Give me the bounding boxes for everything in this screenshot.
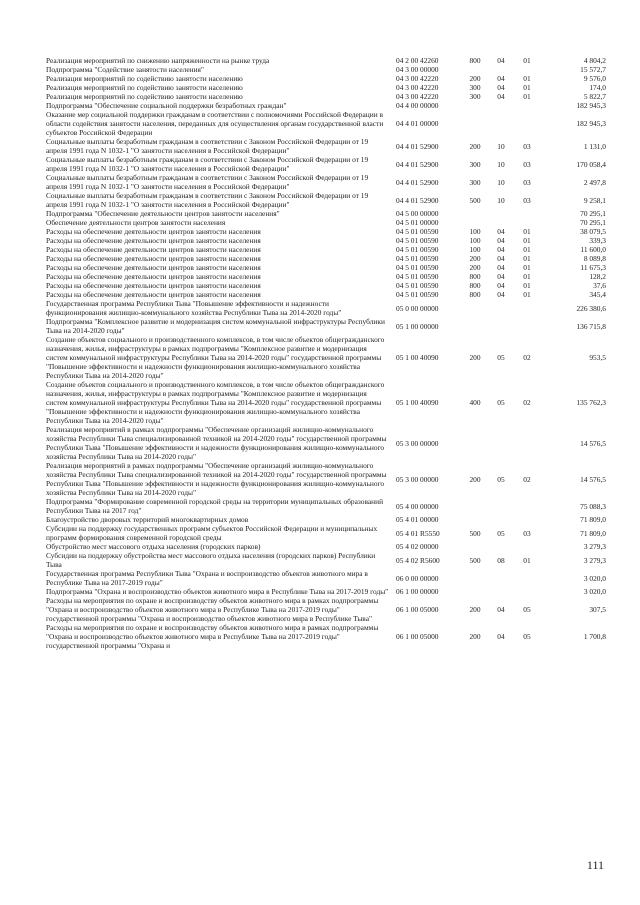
row-expense-type: 200 [469, 632, 481, 641]
row-subsection: 03 [523, 528, 531, 538]
row-section: 04 [497, 56, 505, 65]
row-subsection: 01 [523, 254, 531, 263]
row-section: 04 [497, 245, 505, 254]
row-expense-type: 200 [469, 254, 481, 263]
row-subsection: 03 [523, 177, 531, 187]
row-expense-type: 200 [469, 74, 481, 83]
row-section: 04 [497, 632, 505, 641]
row-expense-type: 500 [469, 555, 481, 565]
table-row [46, 623, 606, 650]
row-section: 04 [497, 263, 505, 272]
row-subsection: 03 [523, 159, 531, 169]
table-row [46, 551, 606, 569]
row-target-code: 04 5 01 00590 [396, 263, 439, 272]
row-amount: 14 576,5 [580, 474, 606, 484]
row-target-code: 04 4 01 52900 [396, 177, 439, 187]
row-subsection: 03 [523, 141, 531, 151]
row-section: 05 [497, 398, 505, 407]
row-target-code: 04 2 00 42260 [396, 56, 439, 65]
row-target-code: 05 4 02 00000 [396, 542, 439, 551]
row-target-code: 04 3 00 42220 [396, 92, 439, 101]
budget-table [46, 56, 606, 650]
row-expense-type: 300 [469, 92, 481, 101]
row-description: Расходы на обеспечение деятельности центров занятости населения [46, 227, 261, 236]
table-row [46, 515, 606, 524]
row-amount: 70 295,1 [580, 218, 606, 227]
row-subsection: 01 [523, 74, 531, 83]
row-expense-type: 100 [469, 236, 481, 245]
row-description: Реализация мероприятий по содействию занятости населению [46, 74, 243, 83]
row-section: 05 [497, 353, 505, 362]
table-row [46, 101, 606, 110]
row-amount: 953,5 [589, 353, 606, 362]
table-row [46, 173, 606, 191]
row-target-code: 04 4 01 52900 [396, 195, 439, 205]
table-row [46, 290, 606, 299]
row-description: Социальные выплаты безработным гражданам в соответствии с Законом Российской Федерации от 19 апреля 1991 года N 1032-1 "О занятости населения в Российской Федерации" [46, 191, 369, 209]
row-target-code: 04 4 01 52900 [396, 159, 439, 169]
row-amount: 11 675,3 [580, 263, 606, 272]
row-amount: 182 945,3 [576, 101, 606, 110]
table-row [46, 218, 606, 227]
row-description: Подпрограмма "Формирование современной городской среды на территории муниципальных образований Республики Тыва на 2017 год" [46, 497, 384, 515]
row-subsection: 01 [523, 281, 531, 290]
row-description: Расходы на обеспечение деятельности центров занятости населения [46, 272, 261, 281]
table-row [46, 425, 606, 461]
row-description: Подпрограмма "Комплексное развитие и модернизация систем коммунальной инфраструктуры Республики Тыва на 2014-2020 годы" [46, 317, 385, 335]
row-description: Реализация мероприятий в рамках подпрограммы "Обеспечение организаций жилищно-коммунального хозяйства Республики Тыва специализированной техникой на 2014-2020 годы" государственной программы Республики Тыва "Повышение эффективности и надежности функционирования жилищно-коммунального хозяйства Республики Тыва на 2014-2020 годы" [46, 461, 387, 497]
row-description: Социальные выплаты безработным гражданам в соответствии с Законом Российской Федерации от 19 апреля 1991 года N 1032-1 "О занятости населения в Российской Федерации" [46, 173, 369, 191]
row-expense-type: 100 [469, 245, 481, 254]
table-row [46, 209, 606, 218]
row-subsection: 01 [523, 555, 531, 565]
table-row [46, 569, 606, 587]
row-section: 10 [497, 177, 505, 187]
row-description: Социальные выплаты безработным гражданам в соответствии с Законом Российской Федерации от 19 апреля 1991 года N 1032-1 "О занятости населения в Российской Федерации" [46, 137, 369, 155]
row-target-code: 04 5 01 00590 [396, 254, 439, 263]
row-subsection: 03 [523, 195, 531, 205]
table-row [46, 191, 606, 209]
row-target-code: 06 1 00 00000 [396, 587, 439, 596]
row-target-code: 05 0 00 00000 [396, 303, 439, 313]
row-amount: 37,6 [593, 281, 606, 290]
table-row [46, 380, 606, 425]
row-section: 05 [497, 528, 505, 538]
row-amount: 1 700,8 [583, 632, 606, 641]
row-description: Реализация мероприятий по содействию занятости населению [46, 92, 243, 101]
table-row [46, 236, 606, 245]
row-subsection: 01 [523, 236, 531, 245]
row-amount: 345,4 [589, 290, 606, 299]
row-expense-type: 300 [469, 177, 481, 187]
row-description: Реализация мероприятий в рамках подпрограммы "Обеспечение организаций жилищно-коммунального хозяйства Республики Тыва специализированной техникой на 2014-2020 годы" государственной программы Республики Тыва "Повышение эффективности и надежности функционирования жилищно-коммунального хозяйства Республики Тыва на 2014-2020 годы" [46, 425, 387, 461]
table-row [46, 461, 606, 497]
row-amount: 307,5 [589, 605, 606, 614]
row-amount: 226 380,6 [576, 303, 606, 313]
table-row [46, 524, 606, 542]
row-description: Подпрограмма "Обеспечение социальной поддержки безработных граждан" [46, 101, 287, 110]
row-description: Подпрограмма "Охрана и воспроизводство объектов животного мира в Республике Тыва на 2017-2019 годы" [46, 587, 389, 596]
row-expense-type: 500 [469, 528, 481, 538]
table-row [46, 272, 606, 281]
row-amount: 135 762,3 [576, 398, 606, 407]
row-amount: 14 576,5 [580, 438, 606, 448]
row-expense-type: 100 [469, 227, 481, 236]
row-description: Расходы на обеспечение деятельности центров занятости населения [46, 281, 261, 290]
row-amount: 9 576,0 [583, 74, 606, 83]
row-expense-type: 400 [469, 398, 481, 407]
row-subsection: 05 [523, 632, 531, 641]
table-row [46, 299, 606, 317]
row-amount: 70 295,1 [580, 209, 606, 218]
row-target-code: 06 1 00 05000 [396, 632, 439, 641]
row-section: 04 [497, 92, 505, 101]
row-section: 04 [497, 83, 505, 92]
row-amount: 75 088,3 [580, 501, 606, 511]
row-amount: 3 279,3 [583, 555, 606, 565]
row-amount: 11 600,0 [580, 245, 606, 254]
table-row [46, 542, 606, 551]
table-row [46, 137, 606, 155]
table-row [46, 587, 606, 596]
table-row [46, 245, 606, 254]
table-row [46, 497, 606, 515]
row-description: Подпрограмма "Содействие занятости населения" [46, 65, 204, 74]
table-row [46, 254, 606, 263]
row-section: 10 [497, 159, 505, 169]
row-target-code: 04 4 00 00000 [396, 101, 439, 110]
row-subsection: 02 [523, 474, 531, 484]
row-description: Субсидии на поддержку государственных программ субъектов Российской Федерации и муниципальных программ формирования современной городской среды [46, 524, 378, 542]
row-expense-type: 800 [469, 290, 481, 299]
row-expense-type: 800 [469, 56, 481, 65]
row-target-code: 04 5 01 00590 [396, 236, 439, 245]
row-target-code: 04 4 01 52900 [396, 141, 439, 151]
table-row [46, 596, 606, 623]
row-amount: 5 822,7 [583, 92, 606, 101]
row-subsection: 01 [523, 83, 531, 92]
row-target-code: 04 3 00 42220 [396, 83, 439, 92]
row-description: Реализация мероприятий по содействию занятости населению [46, 83, 243, 92]
table-row [46, 74, 606, 83]
row-subsection: 01 [523, 263, 531, 272]
row-amount: 339,3 [589, 236, 606, 245]
row-description: Обустройство мест массового отдыха населения (городских парков) [46, 542, 261, 551]
table-row [46, 227, 606, 236]
row-subsection: 01 [523, 227, 531, 236]
row-section: 04 [497, 74, 505, 83]
row-description: Расходы на обеспечение деятельности центров занятости населения [46, 245, 261, 254]
row-subsection: 01 [523, 56, 531, 65]
row-expense-type: 200 [469, 605, 481, 614]
row-amount: 136 715,8 [576, 321, 606, 331]
row-section: 04 [497, 281, 505, 290]
row-expense-type: 500 [469, 195, 481, 205]
row-section: 10 [497, 141, 505, 151]
row-target-code: 04 3 00 00000 [396, 65, 439, 74]
row-amount: 1 131,0 [583, 141, 606, 151]
row-amount: 2 497,8 [583, 177, 606, 187]
row-amount: 38 079,5 [580, 227, 606, 236]
row-target-code: 04 5 01 00590 [396, 227, 439, 236]
row-target-code: 04 5 01 00590 [396, 281, 439, 290]
row-amount: 3 020,0 [583, 587, 606, 596]
row-amount: 128,2 [589, 272, 606, 281]
row-description: Реализация мероприятий по снижению напряженности на рынке труда [46, 56, 270, 65]
row-expense-type: 300 [469, 83, 481, 92]
row-expense-type: 800 [469, 272, 481, 281]
row-amount: 71 809,0 [580, 515, 606, 524]
row-target-code: 04 5 01 00000 [396, 218, 439, 227]
row-expense-type: 800 [469, 281, 481, 290]
row-amount: 3 279,3 [583, 542, 606, 551]
row-subsection: 05 [523, 605, 531, 614]
row-target-code: 05 1 00 40090 [396, 353, 439, 362]
row-target-code: 04 5 01 00590 [396, 290, 439, 299]
row-section: 04 [497, 227, 505, 236]
row-amount: 182 945,3 [576, 119, 606, 128]
row-description: Обеспечение деятельности центров занятости населения [46, 218, 226, 227]
row-amount: 4 804,2 [583, 56, 606, 65]
row-target-code: 05 3 00 00000 [396, 474, 439, 484]
row-amount: 174,0 [589, 83, 606, 92]
row-section: 05 [497, 474, 505, 484]
row-description: Расходы на мероприятия по охране и воспроизводству объектов животного мира в рамках подпрограммы "Охрана и воспроизводство объектов животного мира в Республике Тыва на 2017-2019 годы" государственной программы "Охрана и воспроизводство объектов животного мира в Республике Тыва" [46, 596, 379, 623]
row-expense-type: 200 [469, 141, 481, 151]
row-target-code: 05 3 00 00000 [396, 438, 439, 448]
row-section: 04 [497, 236, 505, 245]
row-description: Социальные выплаты безработным гражданам в соответствии с Законом Российской Федерации от 19 апреля 1991 года N 1032-1 "О занятости населения в Российской Федерации" [46, 155, 369, 173]
table-row [46, 83, 606, 92]
row-target-code: 06 0 00 00000 [396, 573, 439, 583]
row-target-code: 05 1 00 40090 [396, 398, 439, 407]
row-description: Государственная программа Республики Тыва "Охрана и воспроизводство объектов животного мира в Республике Тыва на 2017-2019 годы" [46, 569, 368, 587]
row-description: Расходы на обеспечение деятельности центров занятости населения [46, 236, 261, 245]
row-section: 04 [497, 254, 505, 263]
row-target-code: 06 1 00 05000 [396, 605, 439, 614]
row-description: Создание объектов социального и производственного комплексов, в том числе объектов общегражданского назначения, жилья, инфраструктуры в рамках подпрограммы "Комплексное развитие и модернизация систем коммунальной инфраструктуры Республики Тыва на 2014-2020 годы" государственной программы "Повышение эффективности и надежности функционирования жилищно-коммунального хозяйства Республики Тыва на 2014-2020 годы" [46, 380, 385, 425]
row-target-code: 04 4 01 00000 [396, 119, 439, 128]
row-target-code: 05 4 00 00000 [396, 501, 439, 511]
table-row [46, 281, 606, 290]
row-amount: 3 020,0 [583, 573, 606, 583]
row-amount: 9 258,1 [583, 195, 606, 205]
row-target-code: 05 1 00 00000 [396, 321, 439, 331]
row-subsection: 02 [523, 398, 531, 407]
row-section: 04 [497, 272, 505, 281]
row-description: Расходы на мероприятия по охране и воспроизводству объектов животного мира в рамках подпрограммы "Охрана и воспроизводство объектов животного мира в Республике Тыва на 2017-2019 годы" государственной программы "Охрана и [46, 623, 379, 650]
row-description: Расходы на обеспечение деятельности центров занятости населения [46, 254, 261, 263]
row-subsection: 01 [523, 290, 531, 299]
row-expense-type: 200 [469, 474, 481, 484]
row-description: Субсидии на поддержку обустройства мест массового отдыха населения (городских парков) Республики Тыва [46, 551, 376, 569]
table-row [46, 92, 606, 101]
row-description: Создание объектов социального и производственного комплексов, в том числе объектов общегражданского назначения, жилья, инфраструктуры в рамках подпрограммы "Комплексное развитие и модернизация систем коммунальной инфраструктуры Республики Тыва на 2014-2020 годы" государственной программы "Повышение эффективности и надежности функционирования жилищно-коммунального хозяйства Республики Тыва на 2014-2020 годы" [46, 335, 385, 380]
row-target-code: 05 4 02 R5600 [396, 555, 440, 565]
row-expense-type: 300 [469, 159, 481, 169]
row-target-code: 04 5 00 00000 [396, 209, 439, 218]
table-row [46, 65, 606, 74]
row-subsection: 01 [523, 272, 531, 281]
row-amount: 71 809,0 [580, 528, 606, 538]
row-target-code: 05 4 01 R5550 [396, 528, 440, 538]
table-row [46, 263, 606, 272]
table-row [46, 110, 606, 137]
row-subsection: 02 [523, 353, 531, 362]
table-row [46, 155, 606, 173]
row-expense-type: 200 [469, 353, 481, 362]
row-section: 10 [497, 195, 505, 205]
row-expense-type: 200 [469, 263, 481, 272]
table-row [46, 335, 606, 380]
row-section: 04 [497, 290, 505, 299]
row-target-code: 04 3 00 42220 [396, 74, 439, 83]
row-section: 08 [497, 555, 505, 565]
row-section: 04 [497, 605, 505, 614]
row-target-code: 05 4 01 00000 [396, 515, 439, 524]
row-amount: 170 058,4 [576, 159, 606, 169]
row-description: Расходы на обеспечение деятельности центров занятости населения [46, 290, 261, 299]
row-description: Оказание мер социальной поддержки гражданам в соответствии с полномочиями Российской Федерации в области содействия занятости населения, переданных для осуществления органам государственной власти субъектов Российской Федерации [46, 110, 384, 137]
row-subsection: 01 [523, 92, 531, 101]
row-target-code: 04 5 01 00590 [396, 272, 439, 281]
table-row [46, 56, 606, 65]
row-description: Подпрограмма "Обеспечение деятельности центров занятости населения" [46, 209, 280, 218]
row-amount: 15 572,7 [580, 65, 606, 74]
row-description: Благоустройство дворовых территорий многоквартирных домов [46, 515, 249, 524]
table-row [46, 317, 606, 335]
page-number: 111 [586, 858, 604, 872]
row-amount: 8 089,8 [583, 254, 606, 263]
row-target-code: 04 5 01 00590 [396, 245, 439, 254]
row-subsection: 01 [523, 245, 531, 254]
row-description: Государственная программа Республики Тыва "Повышение эффективности и надежности функционирования жилищно-коммунального хозяйства Республики Тыва на 2014-2020 годы" [46, 299, 342, 317]
row-description: Расходы на обеспечение деятельности центров занятости населения [46, 263, 261, 272]
